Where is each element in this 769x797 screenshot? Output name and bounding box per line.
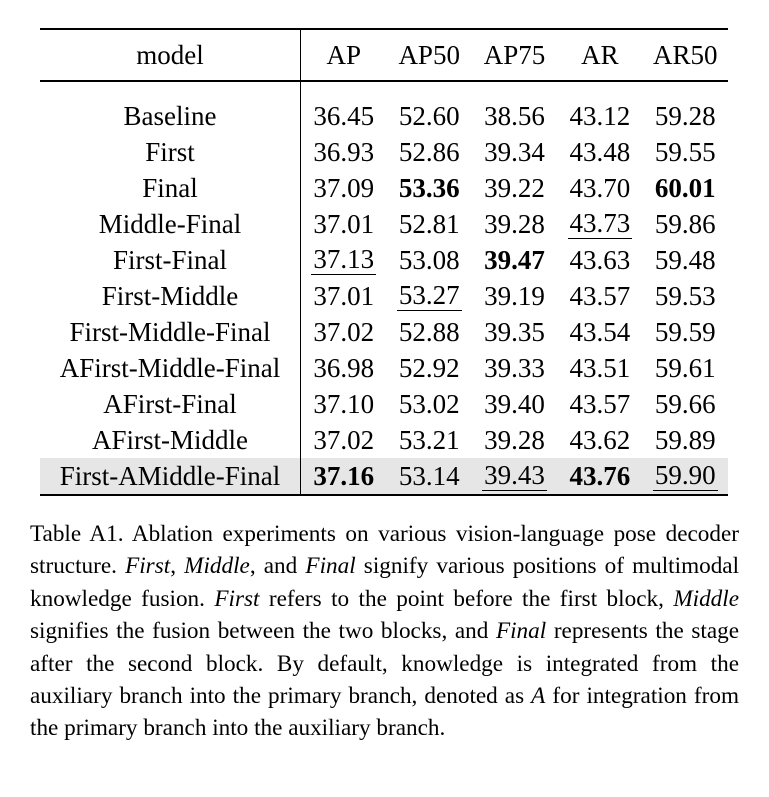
metric-cell: [557, 81, 642, 134]
metric-cell: [472, 134, 557, 170]
metric-cell: [557, 134, 642, 170]
model-name-cell: Baseline: [40, 81, 301, 134]
table-row: [40, 314, 728, 350]
metric-value: 53.14: [398, 460, 460, 491]
metric-value: 53.08: [398, 244, 460, 275]
metric-cell: [301, 170, 387, 206]
metric-cell: [643, 170, 728, 206]
metric-cell: [387, 278, 472, 314]
metric-value: 43.12: [569, 100, 631, 131]
metric-cell: [557, 242, 642, 278]
metric-value: 59.89: [654, 424, 716, 455]
model-name-cell: Middle-Final: [40, 206, 301, 242]
table-row: [40, 170, 728, 206]
metric-value: 59.86: [654, 208, 716, 239]
metric-cell: [387, 386, 472, 422]
metric-cell: [301, 458, 387, 495]
metric-value: 52.86: [398, 136, 460, 167]
metric-value: 43.51: [569, 352, 631, 383]
metric-cell: [557, 314, 642, 350]
metric-cell: [301, 242, 387, 278]
metric-cell: [643, 206, 728, 242]
metric-cell: [472, 350, 557, 386]
metric-cell: [301, 422, 387, 458]
metric-cell: [301, 81, 387, 134]
header-model: model: [40, 29, 301, 81]
metric-cell: [301, 314, 387, 350]
table-row: [40, 422, 728, 458]
metric-value: 43.57: [569, 388, 631, 419]
metric-cell: [472, 278, 557, 314]
metric-cell: [301, 350, 387, 386]
metric-cell: [643, 422, 728, 458]
table-row: [40, 242, 728, 278]
metric-value: 37.09: [313, 172, 375, 203]
metric-value: 37.16: [313, 460, 375, 491]
metric-value: 37.02: [313, 424, 375, 455]
metric-value: 43.57: [569, 280, 631, 311]
model-name-cell: Final: [40, 170, 301, 206]
metric-value: 38.56: [484, 100, 545, 131]
model-name-cell: AFirst-Middle: [40, 422, 301, 458]
metric-cell: [472, 422, 557, 458]
model-name-cell: First-Final: [40, 242, 301, 278]
caption-text: Table A1. Ablation experiments on various vision-language pose decoder structure.: [30, 521, 739, 580]
metric-cell: [557, 458, 642, 495]
metric-cell: [387, 422, 472, 458]
metric-value: 39.43: [484, 459, 545, 490]
metric-cell: [643, 278, 728, 314]
metric-value: 59.48: [654, 244, 716, 275]
caption-text: for integration from the primary branch into the auxiliary branch.: [30, 683, 740, 742]
model-name-cell: AFirst-Final: [40, 386, 301, 422]
caption-italic-term: First: [125, 553, 171, 580]
metric-value: 37.10: [313, 388, 375, 419]
metric-value: 43.73: [569, 207, 631, 238]
metric-cell: [301, 386, 387, 422]
table-row: [40, 206, 728, 242]
header-ap50: AP50: [387, 29, 472, 81]
table-row: [40, 278, 728, 314]
metric-cell: [387, 134, 472, 170]
metric-cell: [387, 206, 472, 242]
metric-value: 39.22: [484, 172, 545, 203]
model-name-cell: First: [40, 134, 301, 170]
model-name-cell: First-AMiddle-Final: [40, 458, 301, 495]
caption-text: represents the stage after the second block. By default, knowledge is integrated from the auxiliary branch into the primary branch, denoted as: [30, 618, 740, 710]
metric-value: 39.34: [484, 136, 545, 167]
metric-value: 53.27: [398, 279, 460, 310]
metric-cell: [643, 81, 728, 134]
metric-cell: [643, 386, 728, 422]
metric-value: 43.48: [569, 136, 631, 167]
metric-value: 59.55: [654, 136, 716, 167]
metric-value: 39.33: [484, 352, 545, 383]
metric-value: 37.02: [313, 316, 375, 347]
table-row: [40, 458, 728, 495]
caption-italic-term: Middle: [673, 585, 739, 612]
model-name-cell: First-Middle: [40, 278, 301, 314]
metric-value: 39.35: [484, 316, 545, 347]
caption-italic-term: First: [214, 585, 260, 612]
metric-cell: [301, 206, 387, 242]
metric-cell: [557, 350, 642, 386]
table-row: [40, 134, 728, 170]
metric-cell: [643, 134, 728, 170]
metric-value: 39.28: [484, 424, 545, 455]
metric-cell: [387, 458, 472, 495]
metric-cell: [643, 350, 728, 386]
caption-text: signify various positions of multimodal knowledge fusion.: [30, 553, 740, 612]
table-caption: [30, 518, 739, 745]
metric-value: 36.45: [313, 100, 375, 131]
metric-cell: [557, 386, 642, 422]
metric-value: 52.92: [398, 352, 460, 383]
table-header-row: [40, 29, 728, 81]
model-name-cell: AFirst-Middle-Final: [40, 350, 301, 386]
metric-cell: [472, 458, 557, 495]
metric-value: 59.59: [654, 316, 716, 347]
metric-cell: [472, 314, 557, 350]
metric-cell: [301, 134, 387, 170]
table-row: [40, 350, 728, 386]
metric-value: 53.02: [398, 388, 460, 419]
metric-value: 43.70: [569, 172, 631, 203]
metric-cell: [472, 170, 557, 206]
metric-value: 59.90: [654, 459, 716, 490]
caption-text: refers to the point before the first block,: [259, 585, 674, 612]
table-row: [40, 81, 728, 134]
metric-value: 43.76: [569, 460, 631, 491]
metric-value: 36.93: [313, 136, 375, 167]
metric-cell: [387, 350, 472, 386]
model-name-cell: First-Middle-Final: [40, 314, 301, 350]
metric-value: 52.88: [398, 316, 460, 347]
metric-value: 59.66: [654, 388, 716, 419]
metric-value: 59.53: [654, 280, 716, 311]
caption-italic-term: A: [531, 683, 546, 710]
ablation-results-table: [40, 28, 728, 496]
metric-cell: [301, 278, 387, 314]
table-body: [40, 81, 728, 495]
metric-value: 52.81: [398, 208, 460, 239]
header-ar: AR: [557, 29, 642, 81]
metric-value: 39.19: [484, 280, 545, 311]
metric-value: 36.98: [313, 352, 375, 383]
metric-cell: [557, 422, 642, 458]
metric-value: 37.01: [313, 208, 375, 239]
metric-cell: [387, 314, 472, 350]
metric-value: 53.21: [398, 424, 460, 455]
header-ar50: AR50: [643, 29, 728, 81]
metric-value: 37.01: [313, 280, 375, 311]
caption-text: ,: [170, 553, 185, 580]
metric-cell: [387, 170, 472, 206]
metric-cell: [643, 242, 728, 278]
metric-value: 37.13: [313, 243, 375, 274]
metric-value: 53.36: [398, 172, 460, 203]
table-row: [40, 386, 728, 422]
metric-cell: [557, 278, 642, 314]
metric-cell: [387, 242, 472, 278]
caption-text: , and: [249, 553, 306, 580]
metric-value: 39.28: [484, 208, 545, 239]
caption-text: signifies the fusion between the two blocks, and: [30, 618, 496, 645]
metric-value: 59.61: [654, 352, 716, 383]
metric-cell: [643, 458, 728, 495]
metric-cell: [643, 314, 728, 350]
metric-value: 52.60: [398, 100, 460, 131]
metric-value: 39.40: [484, 388, 545, 419]
metric-cell: [472, 81, 557, 134]
metric-cell: [472, 242, 557, 278]
header-ap75: AP75: [472, 29, 557, 81]
metric-cell: [472, 386, 557, 422]
metric-cell: [472, 206, 557, 242]
metric-value: 43.62: [569, 424, 631, 455]
metric-cell: [557, 170, 642, 206]
metric-value: 43.54: [569, 316, 631, 347]
caption-italic-term: Middle: [184, 553, 250, 580]
metric-cell: [387, 81, 472, 134]
header-ap: AP: [301, 29, 387, 81]
metric-value: 43.63: [569, 244, 631, 275]
metric-value: 60.01: [654, 172, 716, 203]
metric-cell: [557, 206, 642, 242]
caption-italic-term: Final: [495, 618, 547, 645]
metric-value: 39.47: [484, 244, 545, 275]
caption-italic-term: Final: [305, 553, 356, 580]
metric-value: 59.28: [654, 100, 716, 131]
results-table-container: [40, 28, 728, 496]
